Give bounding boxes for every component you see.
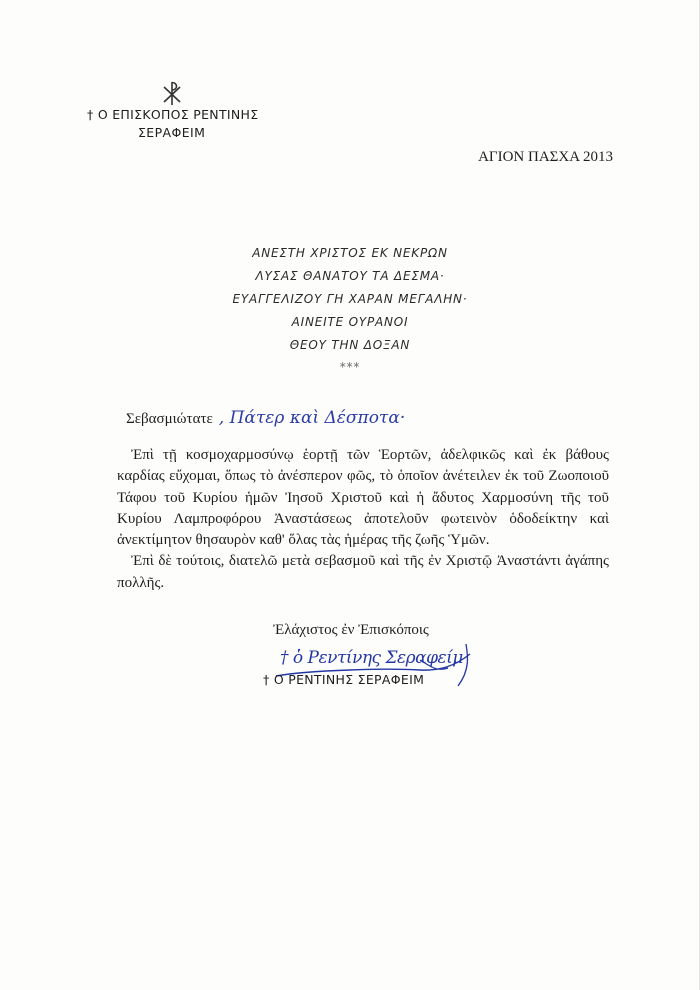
salutation-handwritten: , Πάτερ καὶ Δέσποτα· — [218, 408, 406, 428]
body-paragraph: Ἐπὶ τῇ κοσμοχαρμοσύνῳ ἑορτῇ τῶν Ἑορτῶν, ἀδελφικῶς καὶ ἐκ βάθους καρδίας εὔχομαι, ὅπως τὸ ἀνέσπερον φῶς, τὸ ὁποῖον ἀνέτειλεν ἐκ τοῦ Ζωοποιοῦ Τάφου τοῦ Κυρίου ἡμῶν Ἰησοῦ Χριστοῦ καὶ ἡ ἄδυτος Χαρμοσύνη τῆς τοῦ Κυρίου Λαμπροφόρου Ἀναστάσεως ἀποτελοῦν φωτεινὸν ὁδοδείκτην καὶ ἀνεκτίμητον θησαυρὸν καθ' ὅλας τὰς ἡμέρας τῆς ζωῆς Ὑμῶν. — [117, 447, 609, 549]
hymn-line: ΑΝΕΣΤΗ ΧΡΙΣΤΟΣ ΕΚ ΝΕΚΡΩΝ — [252, 246, 448, 260]
paschal-hymn — [150, 242, 550, 377]
signature-text: † ὁ Ρεντίνης Σεραφείμ — [280, 648, 463, 668]
hymn-line: ΕΥΑΓΓΕΛΙΖΟΥ ΓΗ ΧΑΡΑΝ ΜΕΓΑΛΗΝ· — [232, 292, 468, 306]
letterhead-name: ΣΕΡΑΦΕΙΜ — [138, 125, 206, 140]
body-paragraph: Ἐπὶ δὲ τούτοις, διατελῶ μετὰ σεβασμοῦ καὶ τῆς ἐν Χριστῷ Ἀναστάντι ἀγάπης πολλῆς. — [117, 553, 609, 591]
letter-date: ΑΓΙΟΝ ΠΑΣΧΑ 2013 — [478, 149, 613, 165]
closing-phrase: Ἐλάχιστος ἐν Ἐπισκόποις — [273, 622, 429, 638]
hymn-line: ΘΕΟΥ ΤΗΝ ΔΟΞΑΝ — [289, 338, 411, 352]
letterhead-title: † Ο ΕΠΙΣΚΟΠΟΣ ΡΕΝΤΙΝΗΣ — [87, 107, 259, 122]
signed-name: † Ο ΡΕΝΤΙΝΗΣ ΣΕΡΑΦΕΙΜ — [263, 672, 425, 687]
chi-rho-icon — [160, 80, 184, 106]
salutation-printed: Σεβασμιώτατε — [126, 411, 213, 427]
hymn-line: ΛΥΣΑΣ ΘΑΝΑΤΟΥ ΤΑ ΔΕΣΜΑ· — [255, 269, 445, 283]
hymn-separator: *** — [339, 360, 361, 374]
hymn-line: ΑΙΝΕΙΤΕ ΟΥΡΑΝΟΙ — [291, 315, 409, 329]
letter-body — [117, 445, 609, 594]
salutation — [126, 408, 405, 428]
